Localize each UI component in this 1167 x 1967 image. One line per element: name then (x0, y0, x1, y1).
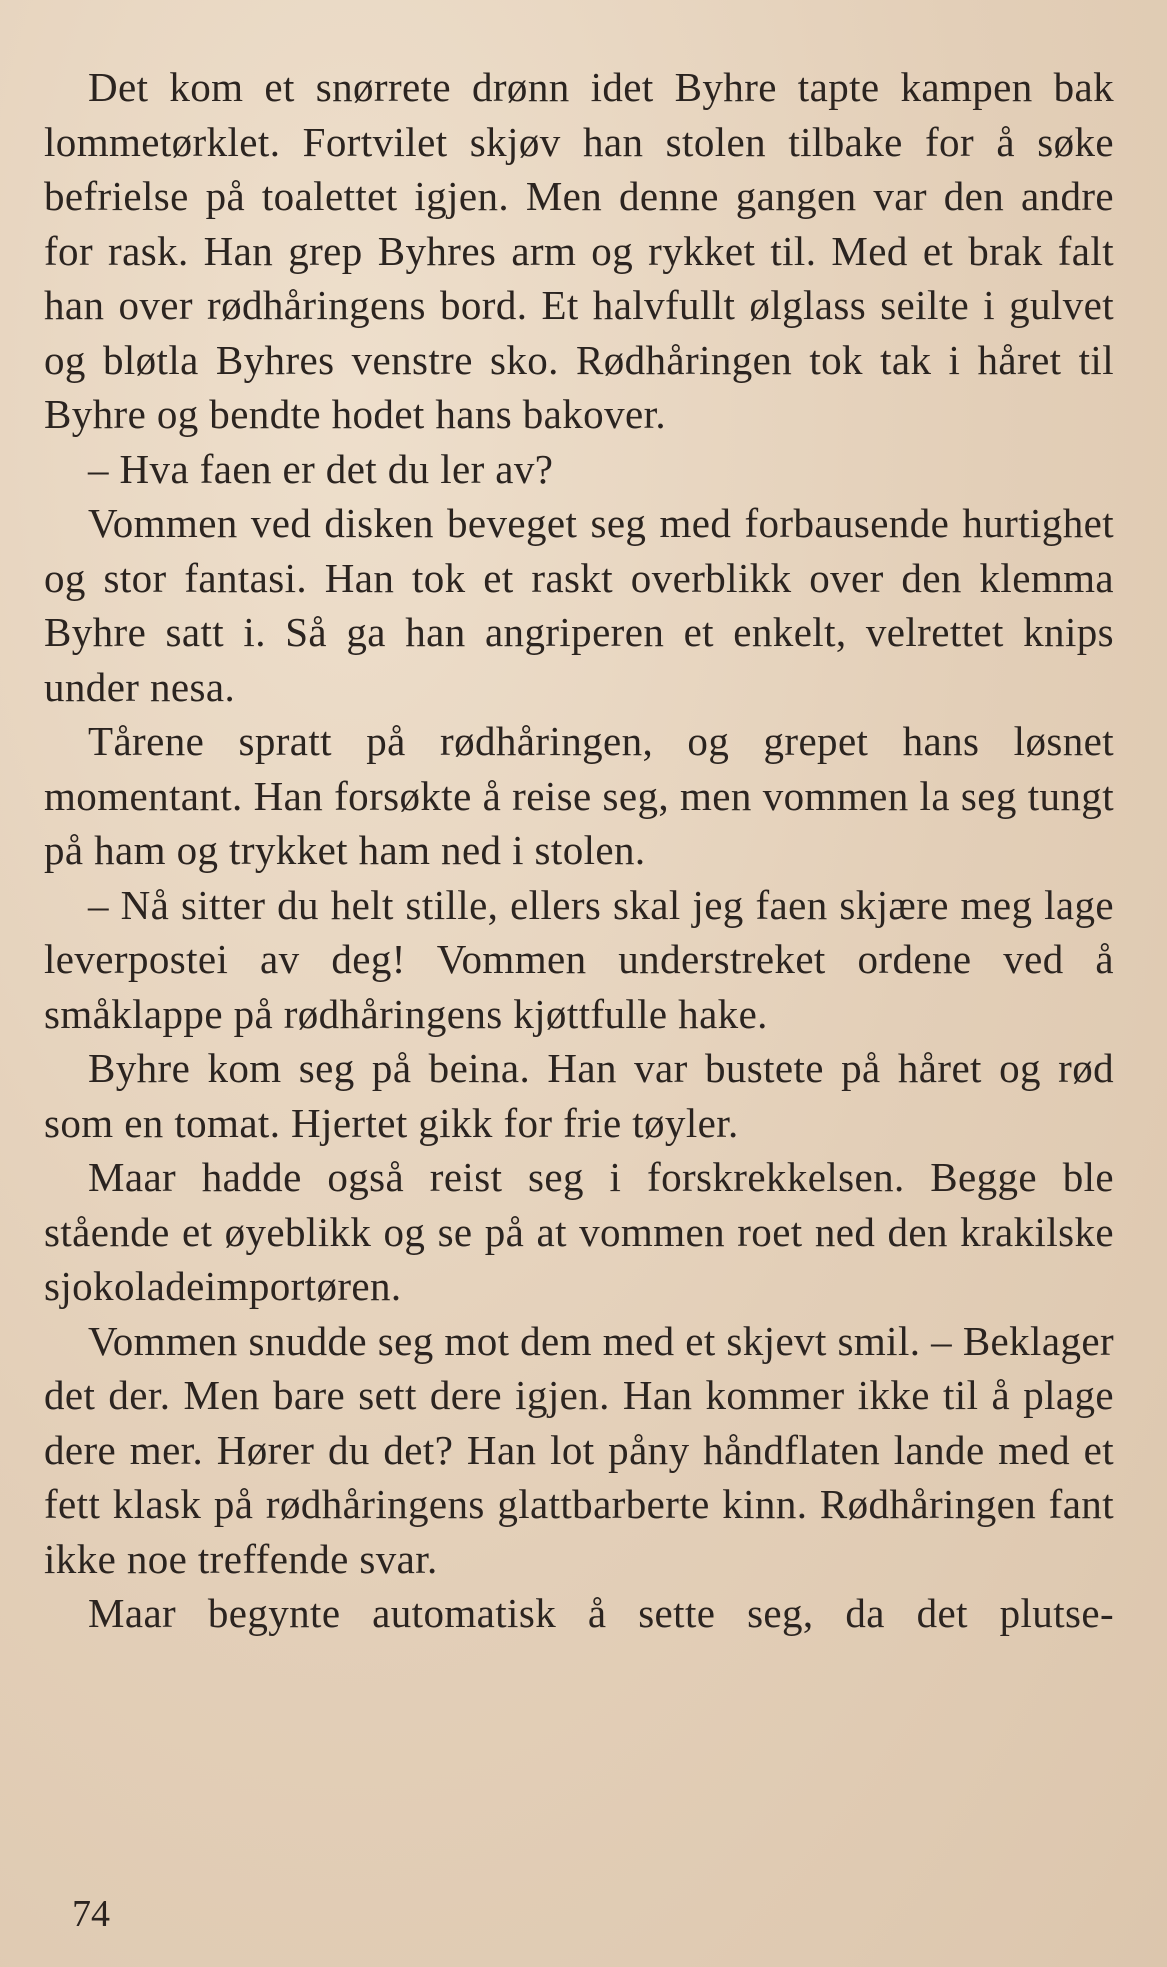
paragraph: Byhre kom seg på beina. Han var bustete på håret og rød som en tomat. Hjertet gikk for frie tøyler. (44, 1045, 1114, 1146)
paragraph: Tårene spratt på rødhåringen, og grepet hans løsnet momentant. Han forsøkte å reise seg, men vommen la seg tungt på ham og trykket ham ned i stolen. (44, 718, 1114, 873)
paragraph: Vommen ved disken beveget seg med forbausende hurtighet og stor fantasi. Han tok et raskt overblikk over den klemma Byhre satt i. Så ga han angriperen et enkelt, velrettet knips under nesa. (44, 500, 1114, 710)
paragraph: Vommen snudde seg mot dem med et skjevt smil. – Beklager det der. Men bare sett dere igjen. Han kommer ikke til å plage dere mer. Hører du det? Han lot påny håndflaten lande med et fett klask på rødhåringens glattbarberte kinn. Rødhåringen fant ikke noe treffende svar. (44, 1317, 1114, 1582)
body-text (44, 60, 1114, 1641)
page-number: 74 (72, 1893, 110, 1935)
paragraph: Det kom et snørrete drønn idet Byhre tapte kampen bak lommetørklet. Fortvilet skjøv han stolen tilbake for å søke befrielse på toalettet igjen. Men denne gangen var den andre for rask. Han grep Byhres arm og rykket til. Med et brak falt han over rødhåringens bord. Et halvfullt ølglass seilte i gulvet og bløtla Byhres venstre sko. Rødhåringen tok tak i håret til Byhre og bendte hodet hans bakover. (44, 64, 1114, 437)
paragraph-continued: Maar begynte automatisk å sette seg, da det plutse- (88, 1590, 1114, 1636)
paragraph-dialogue: – Hva faen er det du ler av? (88, 445, 554, 492)
paragraph-dialogue: – Nå sitter du helt stille, ellers skal jeg faen skjære meg lage leverpostei av deg! Vommen understreket ordene ved å småklappe på rødhåringens kjøttfulle hake. (44, 881, 1114, 1037)
paragraph: Maar hadde også reist seg i forskrekkelsen. Begge ble stående et øyeblikk og se på at vommen roet ned den krakilske sjokoladeimportøren. (44, 1154, 1114, 1309)
